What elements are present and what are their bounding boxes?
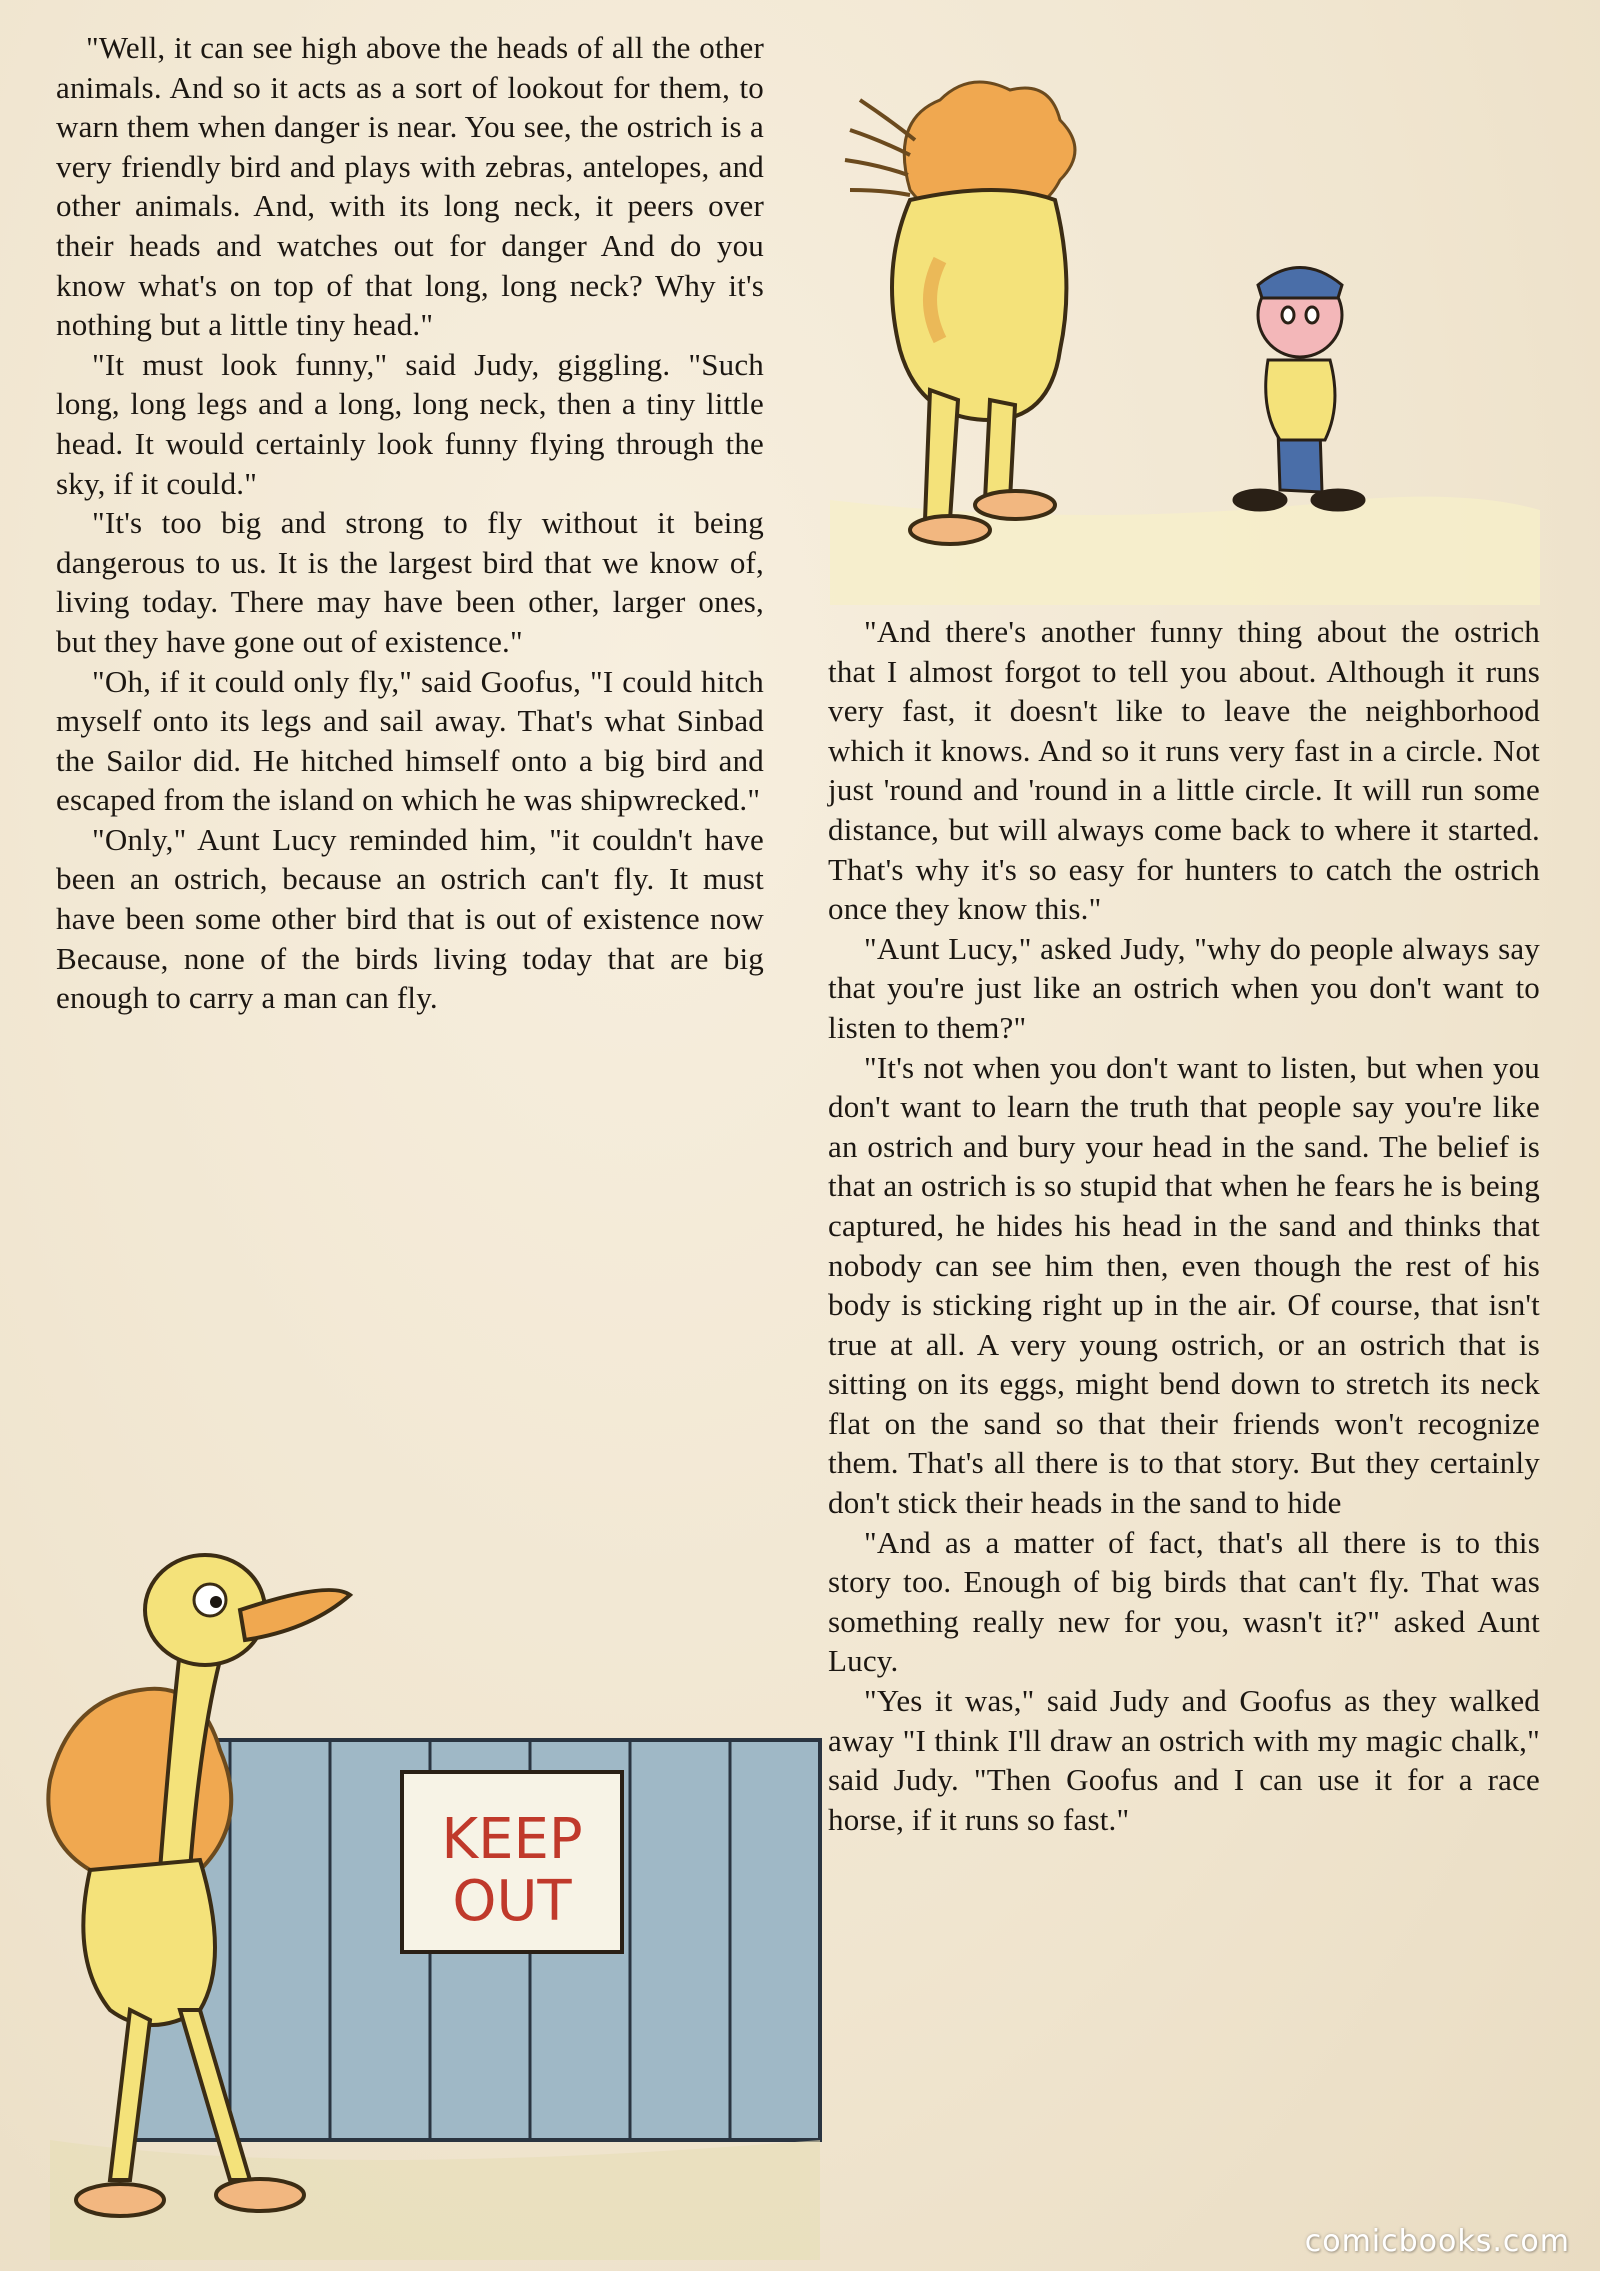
goofus-character bbox=[1234, 268, 1364, 511]
sign-line-2: OUT bbox=[452, 1869, 572, 1934]
ostrich-and-goofus-illustration bbox=[790, 60, 1560, 605]
paragraph: "And there's another funny thing about the ostrich that I almost forgot to tell you about. Although it runs very fast, it doesn't like to leave the neighborhood which it knows. And so it runs very fast in a circle. Not just 'round and 'round in a little circle. It will run some distance, but will always come back to where it started. That's why it's so easy for hunters to catch the ostrich once they know this." bbox=[828, 614, 1540, 927]
paragraph: "It's not when you don't want to listen, but when you don't want to learn the truth that people say you're like an ostrich and bury your head in the sand. The belief is that an ostrich is so stupid that when he fears he is being captured, he hides his head in the sand and thinks that nobody can see him then, even though the rest of his body is sticking right up in the air. Of course, that isn't true at all. A very young ostrich, or an ostrich that is sitting on its eggs, might bend down to stretch its neck flat on the sand so that their friends won't recognize them. That's all there is to that story. But they certainly don't stick their heads in the sand to hide bbox=[828, 1049, 1540, 1521]
left-text-column bbox=[56, 28, 764, 1018]
ostrich-fence-illustration bbox=[30, 1540, 830, 2260]
paragraph: "Well, it can see high above the heads of all the other animals. And so it acts as a sort of lookout for them, to warn them when danger is near. You see, the ostrich is a very friendly bird and plays with zebras, antelopes, and other animals. And, with its long neck, it peers over their heads and watches out for danger And do you know what's on top of that long, long neck? Why it's nothing but a little tiny head." bbox=[56, 30, 764, 343]
paragraph: "It's too big and strong to fly without it being dangerous to us. It is the largest bird that we know of, living today. There may have been other, larger ones, but they have gone out of existence." bbox=[56, 505, 764, 659]
paragraph: "Oh, if it could only fly," said Goofus, "I could hitch myself onto its legs and sail away. That's what Sinbad the Sailor did. He hitched himself onto a big bird and escaped from the island on which he was shipwrecked." bbox=[56, 663, 764, 818]
watermark: comicbooks.com bbox=[1304, 2224, 1570, 2259]
paragraph: "It must look funny," said Judy, giggling. "Such long, long legs and a long, long neck, then a tiny little head. It would certainly look funny flying through the sky, if it could." bbox=[56, 346, 764, 501]
sign-line-1: KEEP bbox=[441, 1807, 583, 1872]
keep-out-sign bbox=[402, 1772, 622, 1952]
paragraph: "And as a matter of fact, that's all there is to this story too. Enough of big birds that can't fly. That was something really new for you, wasn't it?" asked Aunt Lucy. bbox=[828, 1524, 1540, 1679]
paragraph: "Aunt Lucy," asked Judy, "why do people always say that you're just like an ostrich when you don't want to listen to them?" bbox=[828, 930, 1540, 1045]
right-text-column bbox=[828, 612, 1540, 1839]
paragraph: "Yes it was," said Judy and Goofus as they walked away "I think I'll draw an ostrich with my magic chalk," said Judy. "Then Goofus and I can use it for a race horse, if it runs so fast." bbox=[828, 1683, 1540, 1837]
ostrich-body bbox=[892, 190, 1066, 420]
ostrich-head bbox=[145, 1555, 350, 1665]
paragraph: "Only," Aunt Lucy reminded him, "it couldn't have been an ostrich, because an ostrich can't fly. It must have been some other bird that is out of existence now Because, none of the birds living today that are big enough to carry a man can fly. bbox=[56, 821, 764, 1016]
ostrich-body bbox=[83, 1860, 215, 2025]
